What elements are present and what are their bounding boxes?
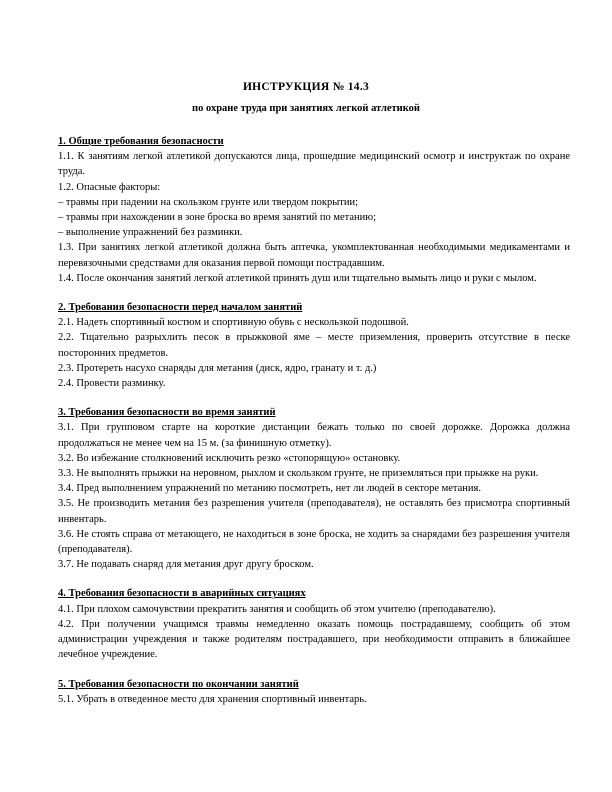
paragraph: 2.3. Протереть насухо снаряды для метания (диск, ядро, гранату и т. д.) bbox=[58, 362, 377, 374]
paragraph: 1.3. При занятиях легкой атлетикой должна быть аптечка, укомплектованная необходимыми медикаментами и перевязочными средствами для оказания первой помощи пострадавшим. bbox=[58, 242, 570, 269]
document-subtitle: по охране труда при занятиях легкой атлетикой bbox=[192, 103, 420, 114]
section-emergency bbox=[58, 586, 570, 662]
paragraph: 3.4. Пред выполнением упражнений по метанию посмотреть, нет ли людей в секторе метания. bbox=[58, 483, 481, 495]
paragraph: 2.1. Надеть спортивный костюм и спортивную обувь с нескользкой подошвой. bbox=[58, 317, 409, 329]
section-heading: 3. Требования безопасности во время занятий bbox=[58, 407, 276, 419]
section-heading: 5. Требования безопасности по окончании занятий bbox=[58, 678, 299, 690]
paragraph: 5.1. Убрать в отведенное место для хранения спортивный инвентарь. bbox=[58, 693, 367, 705]
paragraph: 1.2. Опасные факторы: bbox=[58, 181, 161, 193]
section-heading: 2. Требования безопасности перед началом занятий bbox=[58, 302, 303, 314]
paragraph: – травмы при нахождении в зоне броска во время занятий по метанию; bbox=[58, 212, 377, 224]
paragraph: 3.3. Не выполнять прыжки на неровном, рыхлом и скользком грунте, не приземляться при прыжке на руки. bbox=[58, 468, 539, 480]
paragraph: – выполнение упражнений без разминки. bbox=[58, 227, 243, 239]
section-general bbox=[58, 134, 570, 286]
paragraph: 4.1. При плохом самочувствии прекратить занятия и сообщить об этом учителю (преподавателю). bbox=[58, 603, 496, 615]
paragraph: 4.2. При получении учащимся травмы немедленно оказать помощь пострадавшему, сообщить об этом администрации учреждения и также родителям пострадавшего, при необходимости отправить в ближайшее лечебное учреждение. bbox=[58, 618, 570, 661]
document-body bbox=[58, 134, 570, 707]
paragraph: 1.1. К занятиям легкой атлетикой допускаются лица, прошедшие медицинский осмотр и инструктаж по охране труда. bbox=[58, 151, 570, 178]
paragraph: 3.6. Не стоять справа от метающего, не находиться в зоне броска, не ходить за снарядами без разрешения учителя (преподавателя). bbox=[58, 528, 570, 556]
section-before bbox=[58, 300, 570, 391]
paragraph: 2.4. Провести разминку. bbox=[58, 378, 166, 390]
paragraph: 3.1. При групповом старте на короткие дистанции бежать только по своей дорожке. Дорожка должна продолжаться не менее чем на 15 м. (за финишную отметку). bbox=[58, 422, 570, 449]
section-heading: 4. Требования безопасности в аварийных ситуациях bbox=[58, 588, 306, 600]
section-during bbox=[58, 405, 570, 572]
paragraph: 3.7. Не подавать снаряд для метания друг другу броском. bbox=[58, 559, 314, 571]
section-heading: 1. Общие требования безопасности bbox=[58, 136, 224, 147]
document-title: ИНСТРУКЦИЯ № 14.3 bbox=[242, 81, 370, 93]
paragraph: 1.4. После окончания занятий легкой атлетикой принять душ или тщательно вымыть лицо и руки с мылом. bbox=[58, 272, 537, 284]
paragraph: 3.2. Во избежание столкновений исключить резко «стопорящую» остановку. bbox=[58, 452, 401, 464]
paragraph: – травмы при падении на скользком грунте или твердом покрытии; bbox=[58, 196, 358, 208]
section-after bbox=[58, 677, 570, 707]
paragraph: 3.5. Не производить метания без разрешения учителя (преподавателя), не оставлять без присмотра спортивный инвентарь. bbox=[58, 498, 570, 525]
paragraph: 2.2. Тщательно разрыхлить песок в прыжковой яме – месте приземления, проверить отсутствие в песке посторонних предметов. bbox=[58, 332, 570, 359]
